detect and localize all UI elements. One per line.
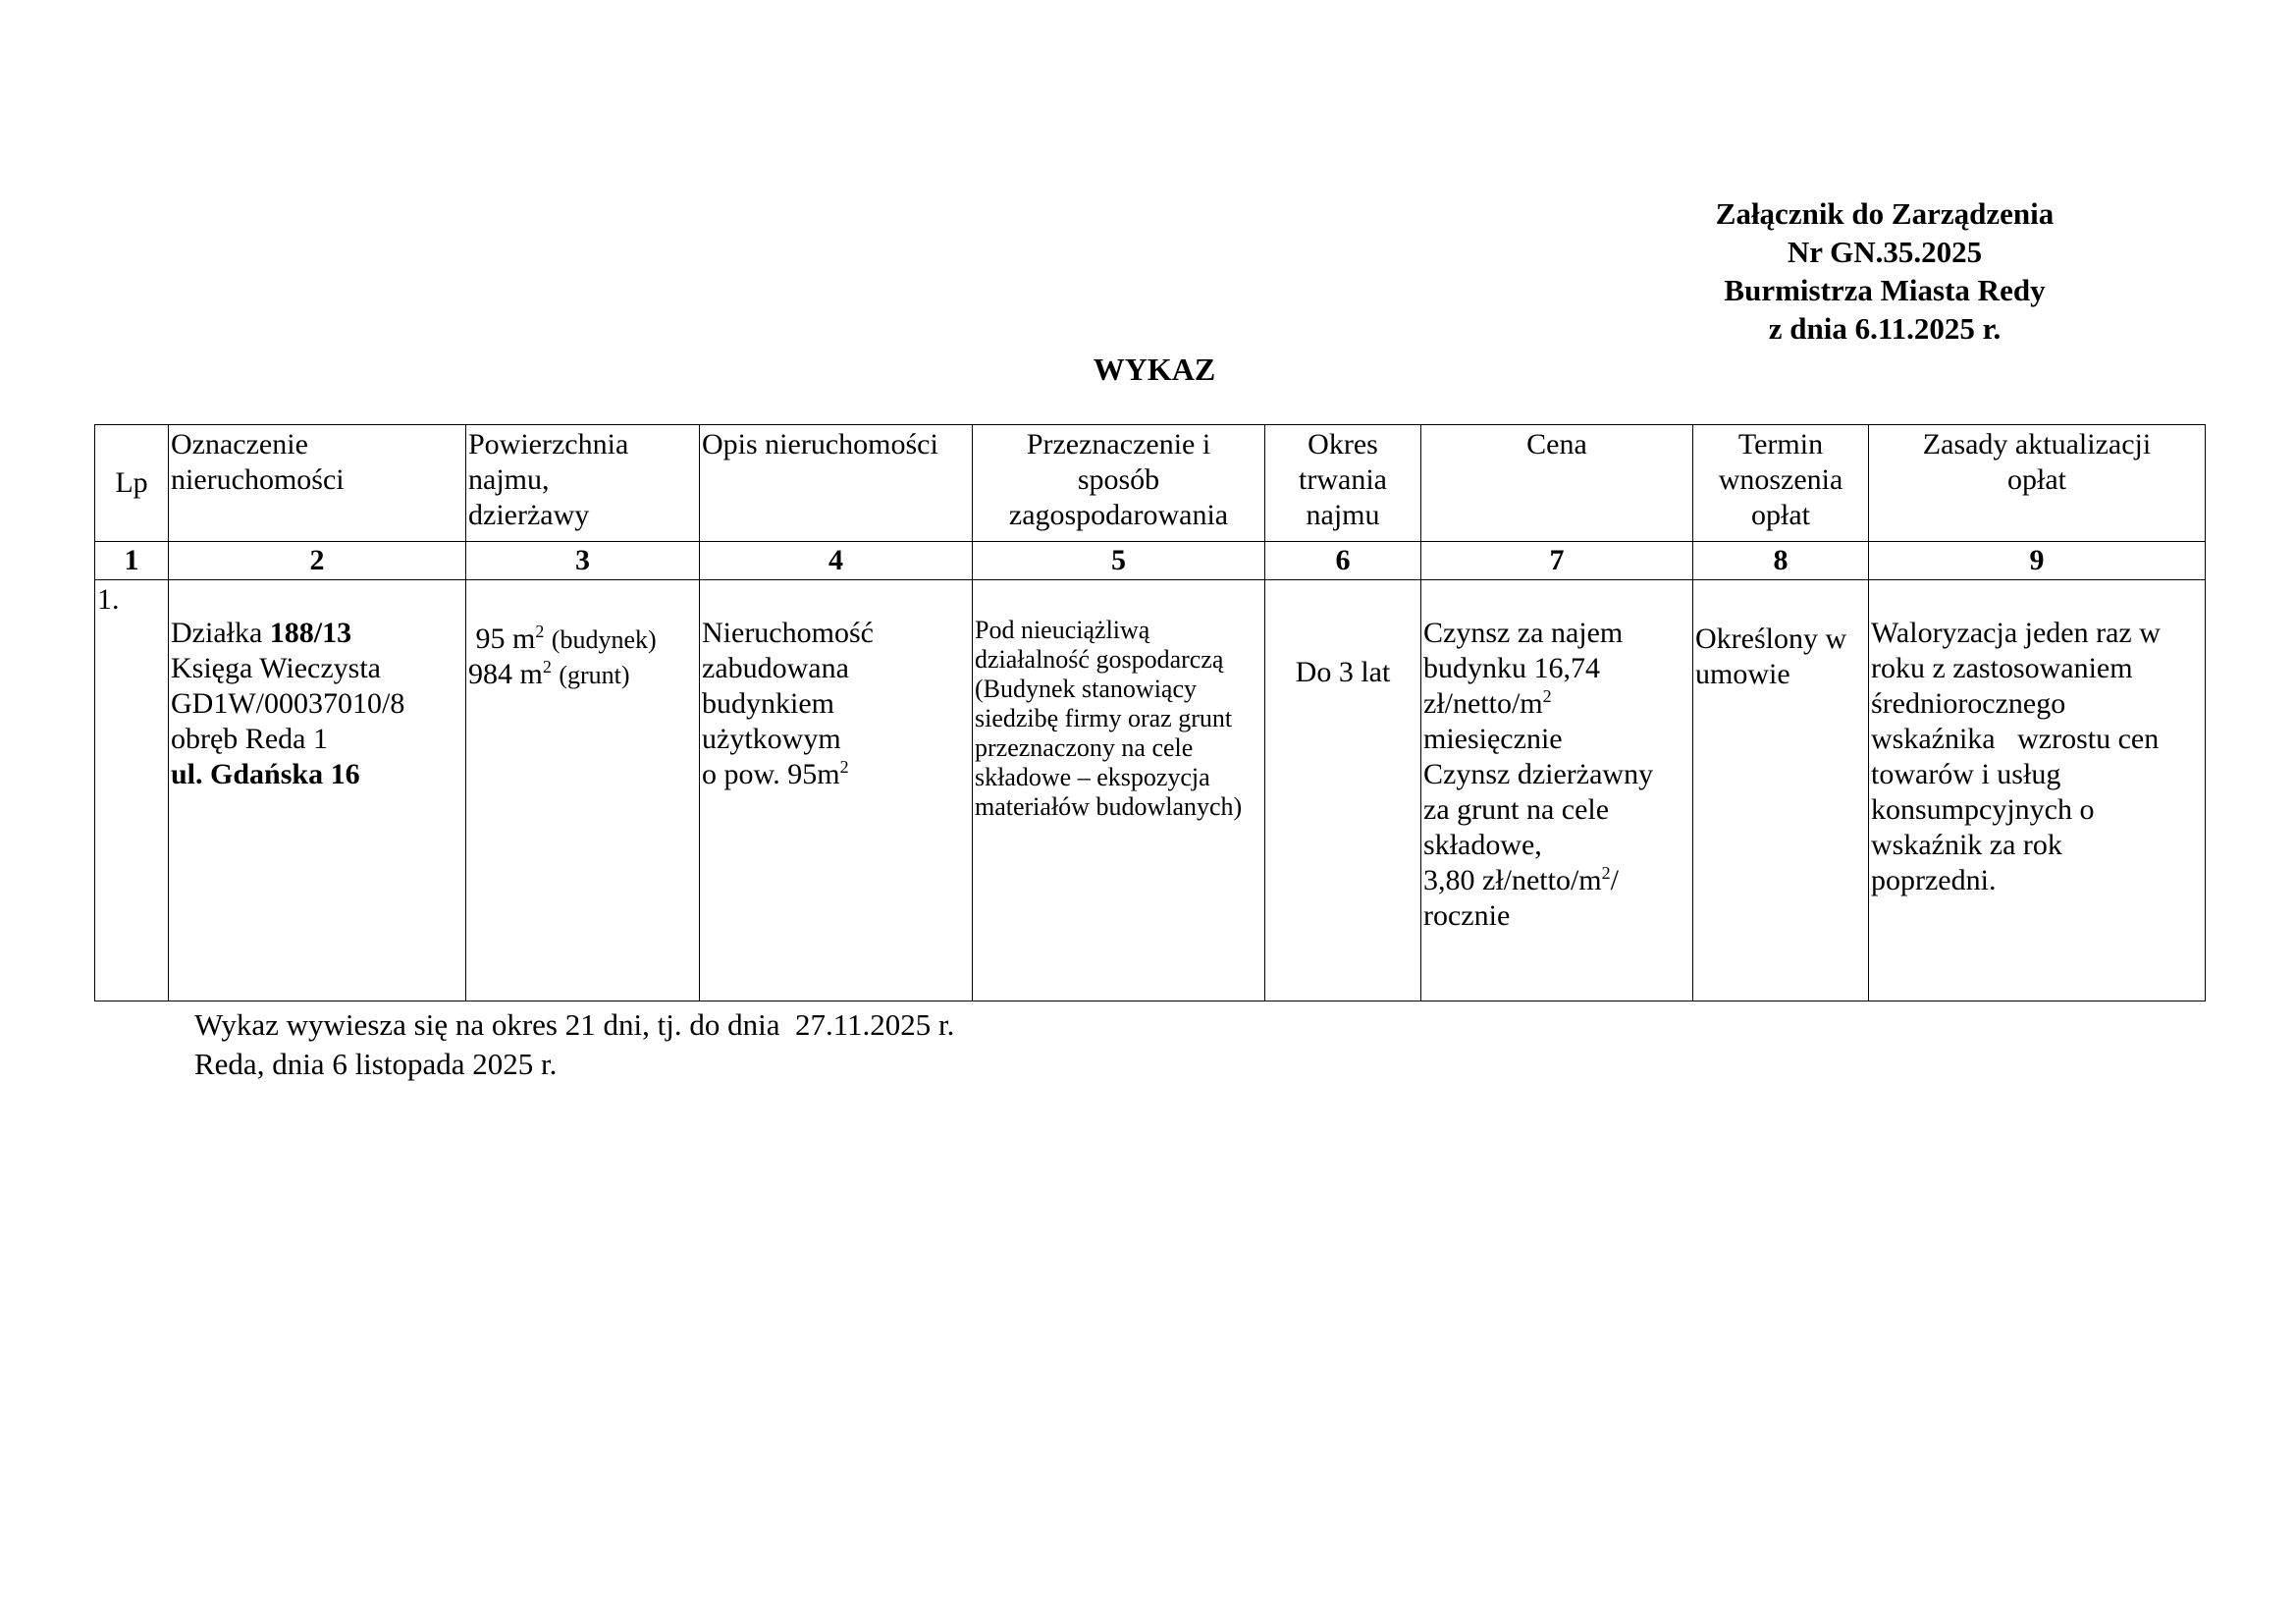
header-payment-term-line: opłat bbox=[1751, 499, 1810, 531]
footer-note bbox=[194, 1005, 954, 1084]
header-update-rules bbox=[1869, 425, 2206, 542]
superscript-2: 2 bbox=[535, 622, 545, 641]
purpose-line: przeznaczony na cele bbox=[975, 733, 1194, 762]
price-line: składowe, bbox=[1423, 829, 1542, 861]
superscript-2: 2 bbox=[1601, 863, 1611, 883]
column-number: 8 bbox=[1693, 542, 1869, 580]
price-line: za grunt na cele bbox=[1423, 793, 1610, 826]
description-area: o pow. 95m bbox=[702, 758, 840, 790]
header-update-rules-line: Zasady aktualizacji bbox=[1922, 428, 2152, 460]
cell-area bbox=[466, 580, 700, 1001]
area-land bbox=[468, 657, 697, 692]
header-area-line: dzierżawy bbox=[468, 499, 590, 531]
price-line: Czynsz dzierżawny bbox=[1423, 758, 1654, 790]
payment-term-line: umowie bbox=[1695, 658, 1790, 690]
header-purpose-line: Przeznaczenie i bbox=[1026, 428, 1211, 460]
header-designation-line: nieruchomości bbox=[171, 463, 345, 496]
cell-lp: 1. bbox=[95, 580, 169, 1001]
header-description: Opis nieruchomości bbox=[700, 425, 973, 542]
column-number: 1 bbox=[95, 542, 169, 580]
precinct: obręb Reda 1 bbox=[171, 723, 328, 755]
header-area bbox=[466, 425, 700, 542]
header-purpose-line: zagospodarowania bbox=[1008, 499, 1229, 531]
price-line: budynku 16,74 bbox=[1423, 652, 1600, 684]
register-number: GD1W/00037010/8 bbox=[171, 687, 405, 720]
annex-line-3: Burmistrza Miasta Redy bbox=[1724, 273, 2046, 307]
header-purpose bbox=[973, 425, 1265, 542]
purpose-line: (Budynek stanowiący bbox=[975, 675, 1198, 703]
price-line: Czynsz za najem bbox=[1423, 617, 1624, 649]
header-update-rules-line: opłat bbox=[2007, 463, 2066, 496]
footer-line-1: Wykaz wywiesza się na okres 21 dni, tj. do dnia 27.11.2025 r. bbox=[194, 1007, 955, 1042]
column-number: 4 bbox=[700, 542, 973, 580]
update-rules-line: wskaźnik za rok bbox=[1871, 829, 2062, 861]
purpose-line: działalność gospodarczą bbox=[975, 645, 1224, 674]
cell-purpose bbox=[973, 580, 1265, 1001]
plot-number: 188/13 bbox=[269, 617, 352, 649]
price-line bbox=[1423, 863, 1690, 898]
area-building bbox=[468, 622, 697, 657]
price-unit: 3,80 zł/netto/m bbox=[1423, 864, 1602, 896]
description-line: budynkiem bbox=[702, 687, 834, 720]
area-building-unit: (budynek) bbox=[551, 625, 657, 654]
header-purpose-line: sposób bbox=[1077, 463, 1160, 496]
header-area-line: Powierzchnia bbox=[468, 428, 629, 460]
superscript-2: 2 bbox=[542, 657, 552, 677]
header-area-line: najmu, bbox=[468, 463, 550, 496]
header-designation bbox=[169, 425, 466, 542]
header-period-line: trwania bbox=[1299, 463, 1387, 496]
header-lp: Lp bbox=[95, 425, 169, 542]
update-rules-line: konsumpcyjnych o bbox=[1871, 793, 2095, 826]
update-rules-line: średniorocznego bbox=[1871, 687, 2066, 720]
street-address: ul. Gdańska 16 bbox=[171, 758, 360, 790]
header-payment-term bbox=[1693, 425, 1869, 542]
register-label: Księga Wieczysta bbox=[171, 652, 381, 684]
column-number: 3 bbox=[466, 542, 700, 580]
area-land-value: 984 m bbox=[468, 658, 543, 690]
column-number: 7 bbox=[1421, 542, 1693, 580]
description-line: użytkowym bbox=[702, 723, 841, 755]
column-number: 9 bbox=[1869, 542, 2206, 580]
column-number-row bbox=[95, 542, 2206, 580]
cell-designation bbox=[169, 580, 466, 1001]
annex-line-1: Załącznik do Zarządzenia bbox=[1715, 196, 2055, 231]
area-building-value: 95 m bbox=[468, 623, 536, 655]
superscript-2: 2 bbox=[1542, 686, 1552, 706]
price-unit: zł/netto/m bbox=[1423, 687, 1543, 720]
header-row bbox=[95, 425, 2206, 542]
area-land-unit: (grunt) bbox=[559, 661, 630, 689]
annex-line-4: z dnia 6.11.2025 r. bbox=[1768, 311, 2002, 346]
header-payment-term-line: wnoszenia bbox=[1718, 463, 1843, 496]
column-number: 2 bbox=[169, 542, 466, 580]
purpose-line: Pod nieuciążliwą bbox=[975, 616, 1150, 644]
cell-update-rules bbox=[1869, 580, 2206, 1001]
payment-term-line: Określony w bbox=[1695, 623, 1847, 655]
update-rules-line: roku z zastosowaniem bbox=[1871, 652, 2133, 684]
header-period-line: Okres bbox=[1308, 428, 1378, 460]
header-period bbox=[1265, 425, 1421, 542]
header-payment-term-line: Termin bbox=[1737, 428, 1824, 460]
header-price: Cena bbox=[1421, 425, 1693, 542]
header-period-line: najmu bbox=[1306, 499, 1380, 531]
table-row bbox=[95, 580, 2206, 1001]
price-line: rocznie bbox=[1423, 899, 1511, 932]
property-table bbox=[94, 424, 2206, 1001]
purpose-line: składowe – ekspozycja bbox=[975, 763, 1210, 791]
cell-price bbox=[1421, 580, 1693, 1001]
footer-line-2: Reda, dnia 6 listopada 2025 r. bbox=[194, 1047, 558, 1081]
cell-period: Do 3 lat bbox=[1265, 580, 1421, 1001]
price-line bbox=[1423, 686, 1690, 722]
cell-payment-term bbox=[1693, 580, 1869, 1001]
header-designation-line: Oznaczenie bbox=[171, 428, 308, 460]
column-number: 6 bbox=[1265, 542, 1421, 580]
superscript-2: 2 bbox=[839, 757, 849, 777]
update-rules-line: Waloryzacja jeden raz w bbox=[1871, 617, 2161, 649]
update-rules-line: wskaźnika wzrostu cen bbox=[1871, 723, 2160, 755]
document-title: WYKAZ bbox=[1093, 352, 1216, 387]
price-line: miesięcznie bbox=[1423, 723, 1563, 755]
description-line bbox=[702, 757, 970, 792]
column-number: 5 bbox=[973, 542, 1265, 580]
purpose-line: siedzibę firmy oraz grunt bbox=[975, 704, 1233, 732]
description-line: zabudowana bbox=[702, 652, 849, 684]
description-line: Nieruchomość bbox=[702, 617, 874, 649]
price-slash: / bbox=[1610, 864, 1619, 896]
update-rules-line: towarów i usług bbox=[1871, 758, 2061, 790]
plot-line bbox=[171, 616, 463, 651]
update-rules-line: poprzedni. bbox=[1871, 864, 1997, 896]
cell-description bbox=[700, 580, 973, 1001]
purpose-line: materiałów budowlanych) bbox=[975, 792, 1243, 821]
annex-line-2: Nr GN.35.2025 bbox=[1787, 235, 1983, 269]
annex-header bbox=[1629, 194, 2140, 348]
plot-label: Działka bbox=[171, 617, 270, 649]
